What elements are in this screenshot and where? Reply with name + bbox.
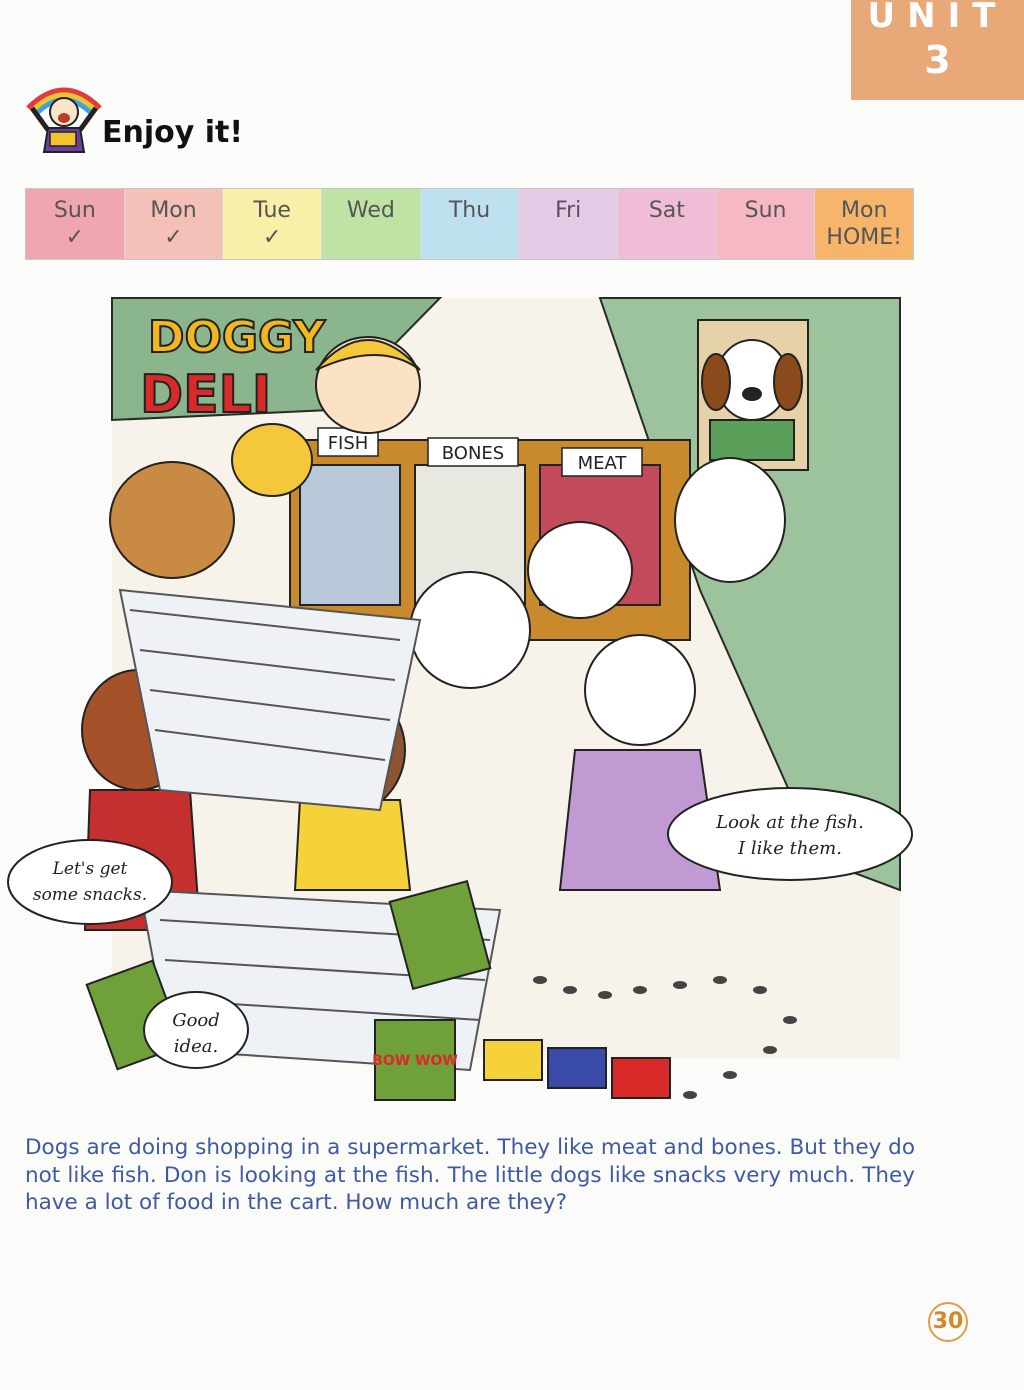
day-cell <box>717 189 816 259</box>
snack-bag-label: BOW WOW <box>372 1053 458 1069</box>
section-title: Enjoy it! <box>102 115 244 150</box>
day-checkmark: ✓ <box>164 225 183 250</box>
bubble-idea-line1: Good <box>172 1010 220 1031</box>
shopkeeper-boy <box>316 337 420 433</box>
bubble-fish-line1: Look at the fish. <box>716 812 864 833</box>
page-number: 30 <box>928 1302 968 1342</box>
day-name: Tue <box>253 198 291 223</box>
day-cell <box>322 189 421 259</box>
dog-poster <box>698 320 808 470</box>
day-cell <box>618 189 717 259</box>
sign-line2: DELI <box>140 365 272 425</box>
bin-label-meat: MEAT <box>577 453 627 474</box>
days-calendar <box>25 188 914 260</box>
day-name: Sat <box>648 198 685 223</box>
rainbow-mascot-icon <box>22 78 106 154</box>
day-name: Mon <box>841 198 888 223</box>
supermarket-illustration <box>0 290 1024 1120</box>
day-home-label: HOME! <box>826 225 902 250</box>
story-paragraph: Dogs are doing shopping in a supermarket. They like meat and bones. But they do not like fish. Don is looking at the fish. The little dogs like snacks very much. They have a lot of food in the cart. How much are they? <box>25 1135 915 1215</box>
speech-bubble-snacks <box>8 840 172 924</box>
bin-label-fish: FISH <box>327 433 369 454</box>
day-cell <box>223 189 322 259</box>
day-checkmark: ✓ <box>262 225 282 250</box>
day-checkmark: ✓ <box>65 225 85 250</box>
sign-line1: DOGGY <box>148 312 326 363</box>
bubble-fish-line2: I like them. <box>738 838 842 859</box>
bubble-idea-line2: idea. <box>173 1036 219 1057</box>
day-name: Wed <box>346 198 395 223</box>
bubble-snacks-line2: some snacks. <box>32 885 148 905</box>
day-cell <box>519 189 618 259</box>
day-name: Sun <box>744 198 787 223</box>
day-cell <box>125 189 224 259</box>
bin-label-bones: BONES <box>441 443 505 464</box>
unit-label: UNIT <box>867 0 1008 36</box>
bubble-snacks-line1: Let's get <box>52 859 128 879</box>
day-name: Fri <box>555 198 582 223</box>
unit-tab <box>851 0 1024 100</box>
unit-number: 3 <box>924 38 951 82</box>
day-name: Mon <box>150 198 197 223</box>
speech-bubble-idea <box>144 992 248 1068</box>
day-cell-home <box>815 189 913 259</box>
speech-bubble-fish <box>668 788 912 880</box>
day-name: Thu <box>448 198 491 223</box>
day-cell <box>26 189 125 259</box>
day-cell <box>421 189 520 259</box>
day-name: Sun <box>53 198 96 223</box>
